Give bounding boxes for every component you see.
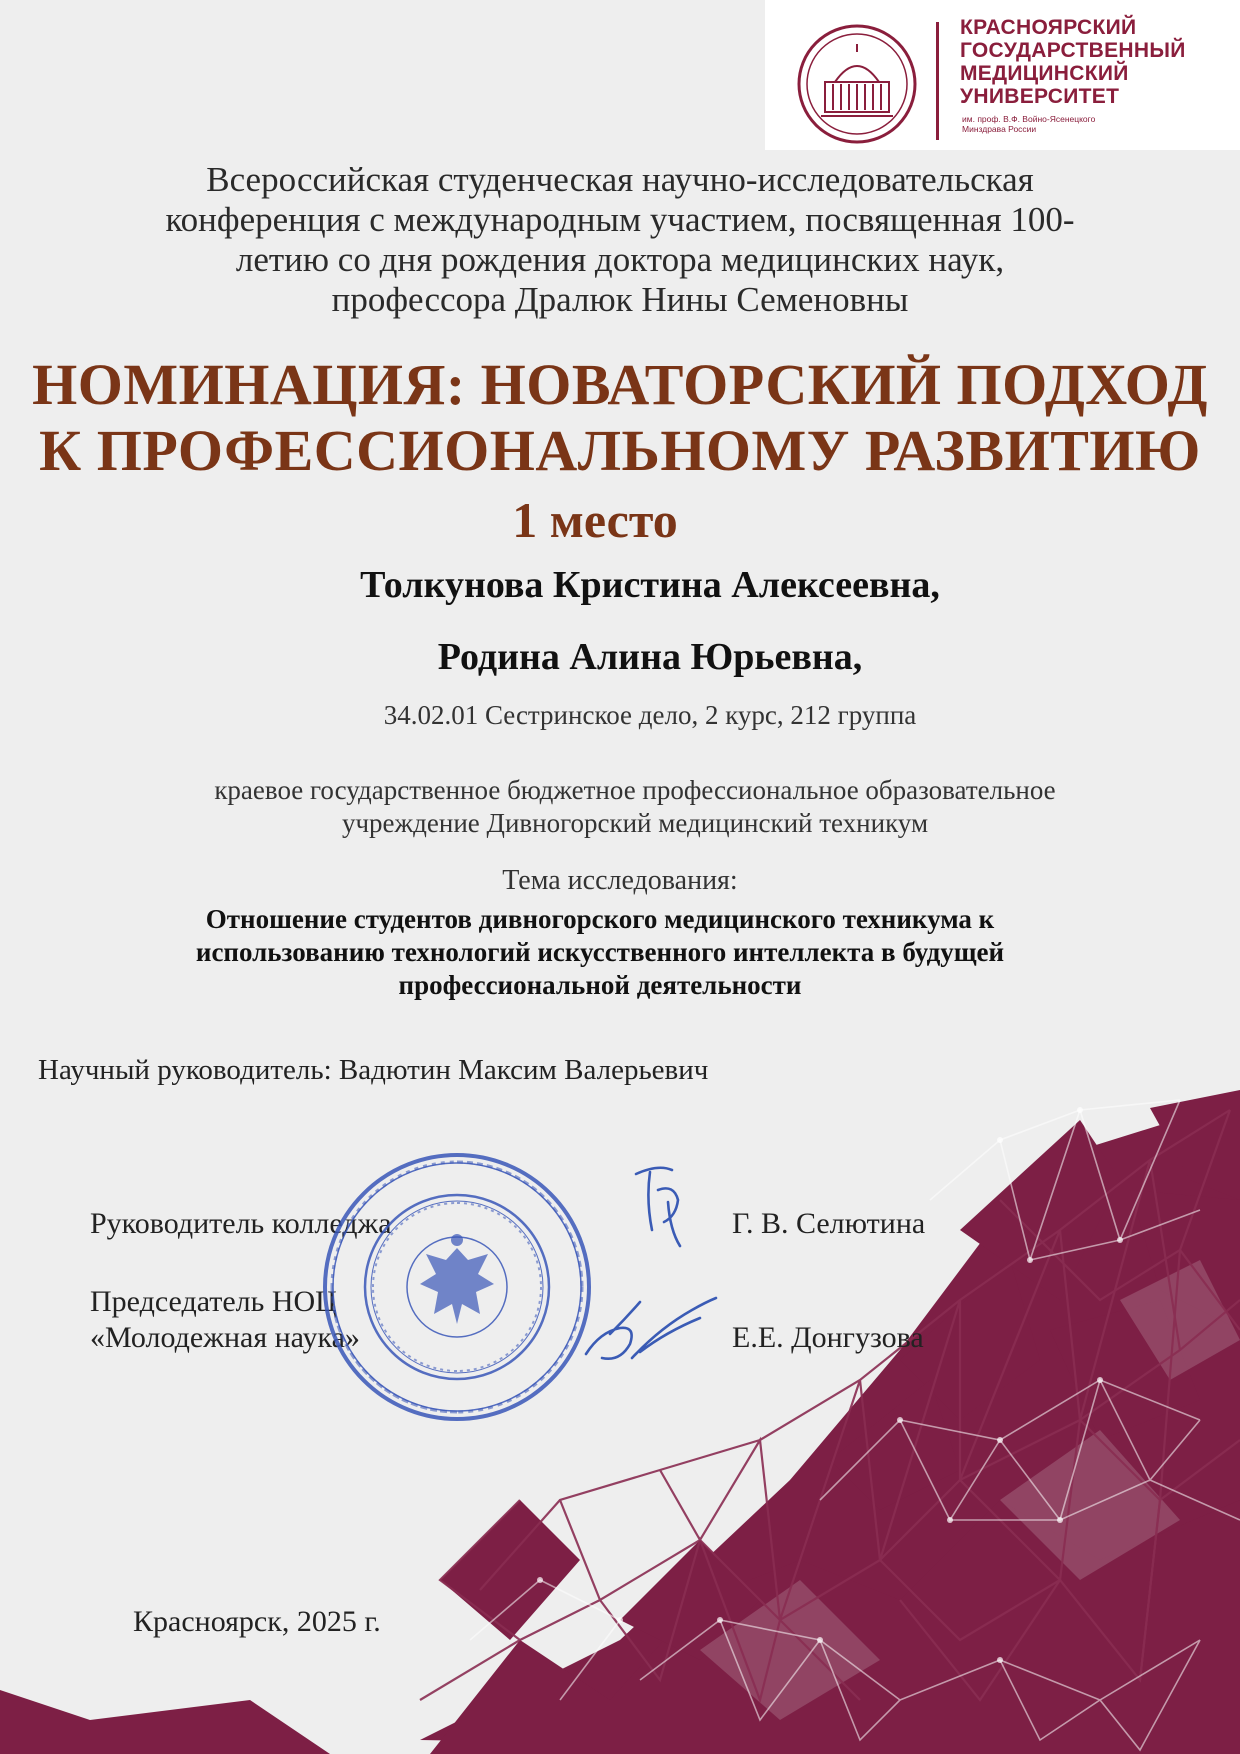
- signatory-role-1: Руководитель колледжа: [90, 1207, 392, 1240]
- place-award: 1 место: [512, 492, 678, 548]
- signatory-role-2-line: Председатель НОЦ: [90, 1285, 337, 1318]
- topic-title: [60, 903, 1140, 1002]
- city-year: Красноярск, 2025 г.: [133, 1605, 381, 1638]
- institution-line: учреждение Дивногорский медицинский техникум: [341, 808, 929, 838]
- university-name: [960, 16, 1230, 108]
- institution-line: краевое государственное бюджетное профессиональное образовательное: [214, 775, 1056, 805]
- university-subtitle-line: им. проф. В.Ф. Войно-Ясенецкого: [962, 114, 1096, 124]
- nomination-heading: [10, 352, 1230, 484]
- university-subtitle: [962, 114, 1202, 134]
- topic-label: Тема исследования:: [502, 865, 738, 896]
- signatory-role-2-line: «Молодежная наука»: [90, 1321, 360, 1354]
- university-name-line: КРАСНОЯРСКИЙ: [960, 16, 1137, 39]
- official-seal-icon: [318, 1148, 596, 1426]
- participant-name-1: Толкунова Кристина Алексеевна,: [360, 564, 940, 606]
- university-emblem-icon: [795, 22, 919, 146]
- signatory-name-2: Е.Е. Донгузова: [732, 1321, 924, 1354]
- signature-2-icon: [580, 1288, 720, 1378]
- topic-line: использованию технологий искусственного интеллекта в будущей: [195, 937, 1005, 967]
- signature-1-icon: [628, 1160, 690, 1252]
- participant-name-2: Родина Алина Юрьевна,: [437, 636, 863, 678]
- topic-line: Отношение студентов дивногорского медицинского техникума к: [205, 904, 995, 934]
- university-name-line: ГОСУДАРСТВЕННЫЙ: [960, 39, 1186, 62]
- conference-title-line: профессора Дралюк Нины Семеновны: [331, 280, 909, 319]
- institution-name: [90, 774, 1180, 840]
- conference-title-line: Всероссийская студенческая научно-исследовательская: [206, 160, 1034, 199]
- university-subtitle-line: Минздрава России: [962, 124, 1037, 134]
- nomination-line: НОМИНАЦИЯ: НОВАТОРСКИЙ ПОДХОД: [32, 352, 1208, 417]
- conference-title-line: летию со дня рождения доктора медицинских наук,: [235, 240, 1005, 279]
- university-name-line: МЕДИЦИНСКИЙ: [960, 62, 1129, 85]
- conference-title-line: конференция с международным участием, посвященная 100-: [165, 200, 1075, 239]
- conference-title: [40, 160, 1200, 320]
- university-name-line: УНИВЕРСИТЕТ: [960, 85, 1120, 108]
- signatory-name-1: Г. В. Селютина: [732, 1207, 926, 1240]
- participant-group: 34.02.01 Сестринское дело, 2 курс, 212 группа: [383, 700, 917, 730]
- nomination-line: К ПРОФЕССИОНАЛЬНОМУ РАЗВИТИЮ: [39, 418, 1201, 483]
- logo-divider: [936, 22, 939, 140]
- scientific-advisor: Научный руководитель: Вадютин Максим Валерьевич: [38, 1054, 709, 1086]
- topic-line: профессиональной деятельности: [398, 970, 802, 1000]
